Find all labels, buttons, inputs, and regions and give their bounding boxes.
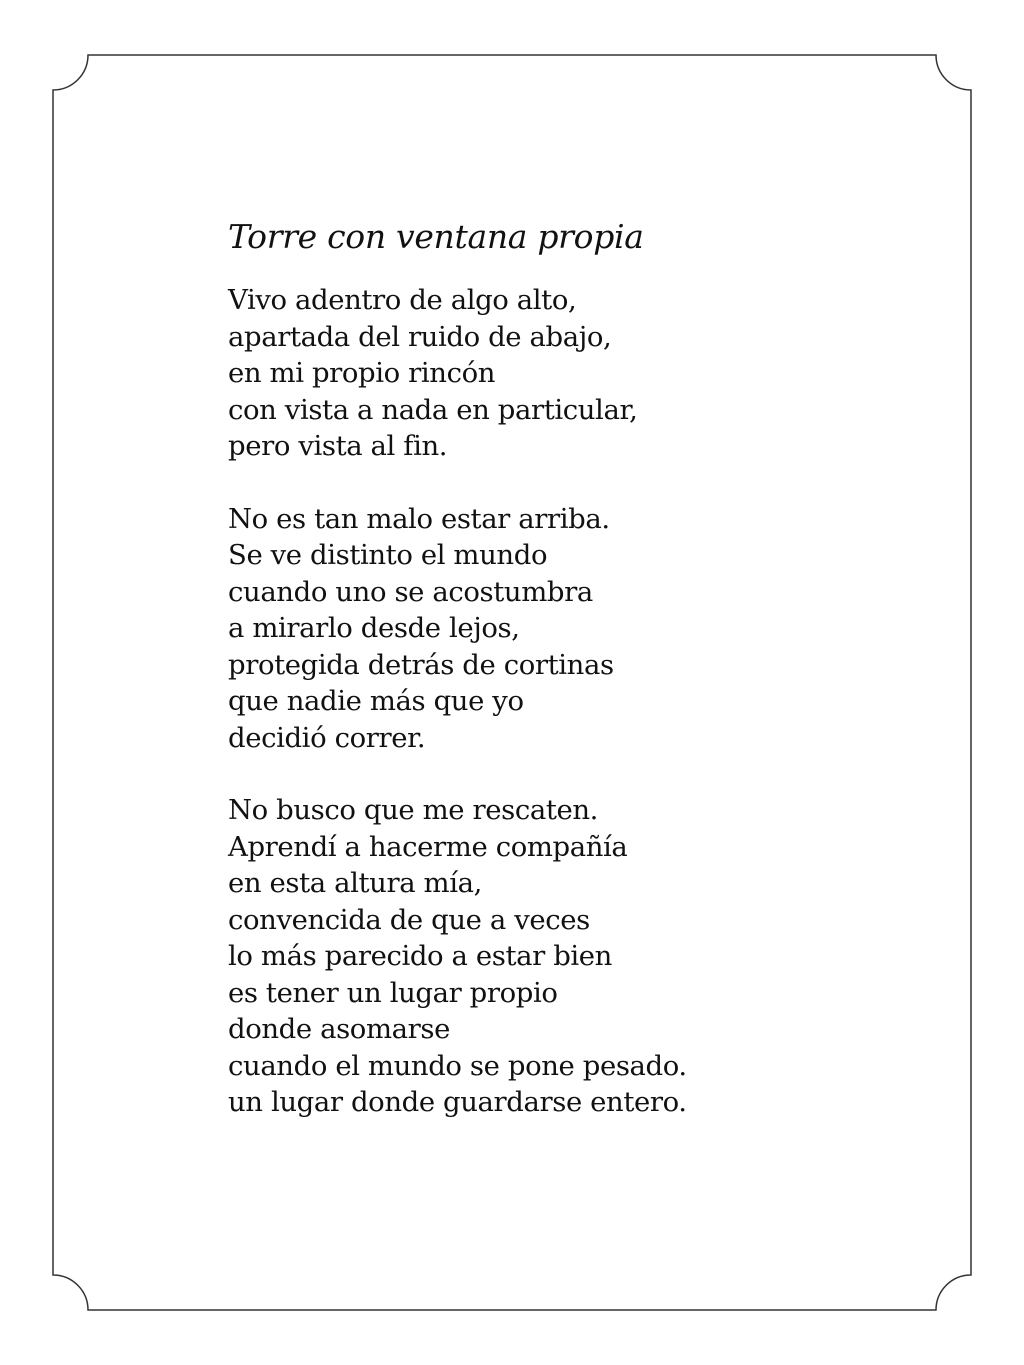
poem-line: No busco que me rescaten. (228, 794, 599, 826)
stanza-1 (228, 282, 788, 465)
poem-line: con vista a nada en particular, (228, 393, 638, 426)
poem (228, 210, 788, 1157)
poem-line: pero vista al fin. (228, 430, 448, 462)
poem-line: Se ve distinto el mundo (228, 539, 548, 571)
poem-line: a mirarlo desde lejos, (228, 612, 520, 644)
poem-line: Vivo adentro de algo alto, (228, 284, 577, 316)
poem-line: en esta altura mía, (228, 867, 482, 899)
poem-line: cuando uno se acostumbra (228, 575, 593, 608)
stanza-3 (228, 792, 788, 1121)
poem-line: lo más parecido a estar bien (228, 940, 612, 972)
poem-line: es tener un lugar propio (228, 976, 558, 1009)
poem-line: donde asomarse (228, 1013, 450, 1045)
stanza-2 (228, 501, 788, 757)
poem-line: protegida detrás de cortinas (228, 648, 614, 681)
poem-line: convencida de que a veces (228, 903, 590, 936)
poem-line: en mi propio rincón (228, 357, 496, 389)
poem-line: apartada del ruido de abajo, (228, 320, 612, 353)
poem-title: Torre con ventana propia (228, 217, 644, 256)
poem-line: Aprendí a hacerme compañía (228, 830, 628, 863)
poem-line: decidió correr. (228, 721, 426, 754)
poem-line: que nadie más que yo (228, 685, 524, 717)
poem-line: cuando el mundo se pone pesado. (228, 1049, 687, 1082)
poem-line: un lugar donde guardarse entero. (228, 1086, 687, 1118)
poem-line: No es tan malo estar arriba. (228, 502, 610, 535)
